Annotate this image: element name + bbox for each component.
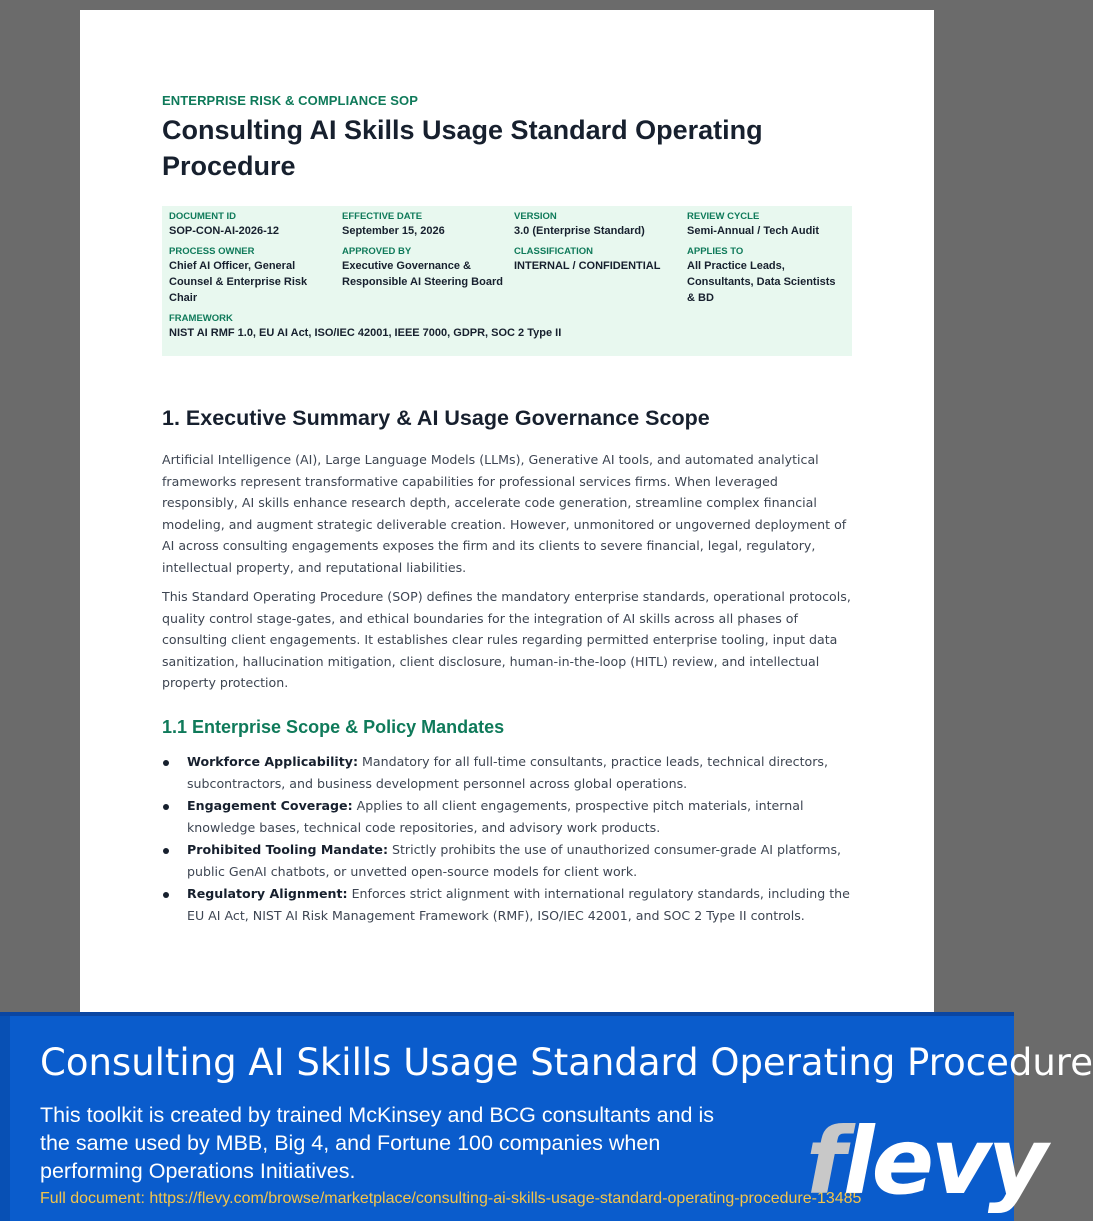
flevy-logo[interactable] [806,1108,1045,1215]
banner-description: This toolkit is created by trained McKinsey and BCG consultants and is the same used by MBB, Big 4, and Fortune 100 companies when performing Operations Initiatives. [40,1103,714,1183]
meta-value: Chief AI Officer, General Counsel & Enterprise Risk Chair [169,260,308,304]
metadata-table [162,206,852,356]
bullet-icon [163,848,169,854]
meta-classification [514,246,687,306]
meta-document-id [169,211,342,239]
section-1-paragraph: Artificial Intelligence (AI), Large Language Models (LLMs), Generative AI tools, and automated analytical frameworks represent transformative capabilities for professional services firms. When leveraged responsibly, AI skills enhance research depth, accelerate code generation, streamline complex financial modeling, and augment strategic deliverable creation. However, unmonitored or ungoverned deployment of AI across consulting engagements exposes the firm and its clients to severe financial, legal, regulatory, intellectual property, and reputational liabilities. [162,452,847,575]
meta-applies-to [687,246,845,306]
full-document-link[interactable]: Full document: https://flevy.com/browse/marketplace/consulting-ai-skills-usage-standard-operating-procedure-13485 [40,1190,862,1207]
bullet-icon [163,760,169,766]
meta-value: All Practice Leads, Consultants, Data Scientists & BD [687,260,836,304]
banner-edge [0,1016,10,1221]
bullet-text: Enforces strict alignment with international regulatory standards, including the EU AI Act, NIST AI Risk Management Framework (RMF), ISO/IEC 42001, and SOC 2 Type II controls. [187,886,850,923]
logo-letter-f: f [806,1108,844,1215]
document-eyebrow: ENTERPRISE RISK & COMPLIANCE SOP [162,93,419,108]
meta-version [514,211,687,239]
list-item [162,839,852,882]
section-1-heading: 1. Executive Summary & AI Usage Governance Scope [162,406,710,430]
meta-value: 3.0 (Enterprise Standard) [514,225,645,237]
meta-value: Executive Governance & Responsible AI Steering Board [342,260,503,288]
bullet-text: Mandatory for all full-time consultants, practice leads, technical directors, subcontractors, and business development personnel across global operations. [187,754,828,791]
list-item [162,751,852,794]
bullet-term: Engagement Coverage: [187,798,353,813]
document-page [80,10,934,1015]
meta-label: DOCUMENT ID [169,211,237,222]
meta-approved-by [342,246,514,306]
bullet-term: Prohibited Tooling Mandate: [187,842,388,857]
meta-label: FRAMEWORK [169,313,233,324]
list-item [162,883,852,926]
meta-process-owner [169,246,342,306]
bullet-term: Regulatory Alignment: [187,886,348,901]
meta-value: NIST AI RMF 1.0, EU AI Act, ISO/IEC 42001, IEEE 7000, GDPR, SOC 2 Type II [169,327,562,339]
meta-label: REVIEW CYCLE [687,211,760,222]
meta-review-cycle [687,211,845,239]
meta-label: CLASSIFICATION [514,246,593,257]
bullet-text: Applies to all client engagements, prospective pitch materials, internal knowledge bases, technical code repositories, and advisory work products. [187,798,804,835]
promo-banner [0,1012,1093,1221]
meta-effective-date [342,211,514,239]
meta-framework [169,313,845,341]
bullet-icon [163,804,169,810]
meta-label: EFFECTIVE DATE [342,211,423,222]
bullet-text: Strictly prohibits the use of unauthorized consumer-grade AI platforms, public GenAI chatbots, or unvetted open-source models for client work. [187,842,842,879]
meta-value: INTERNAL / CONFIDENTIAL [514,260,661,272]
banner-title: Consulting AI Skills Usage Standard Operating Procedure [40,1041,1093,1084]
meta-label: PROCESS OWNER [169,246,255,257]
section-1-paragraph: This Standard Operating Procedure (SOP) defines the mandatory enterprise standards, operational protocols, quality control stage-gates, and ethical boundaries for the integration of AI skills across all phases of consulting client engagements. It establishes clear rules regarding permitted enterprise tooling, input data sanitization, hallucination mitigation, client disclosure, human-in-the-loop (HITL) review, and intellectual property protection. [162,589,851,690]
bullet-icon [163,892,169,898]
meta-label: APPLIES TO [687,246,744,257]
list-item [162,795,852,838]
section-1-1-heading: 1.1 Enterprise Scope & Policy Mandates [162,717,505,737]
meta-label: VERSION [514,211,557,222]
policy-mandates-list [162,751,852,927]
meta-label: APPROVED BY [342,246,412,257]
meta-value: SOP-CON-AI-2026-12 [169,225,280,237]
meta-value: September 15, 2026 [342,225,445,237]
meta-value: Semi-Annual / Tech Audit [687,225,820,237]
bullet-term: Workforce Applicability: [187,754,359,769]
document-title: Consulting AI Skills Usage Standard Operating Procedure [162,115,763,181]
logo-letters: levy [843,1108,1045,1215]
